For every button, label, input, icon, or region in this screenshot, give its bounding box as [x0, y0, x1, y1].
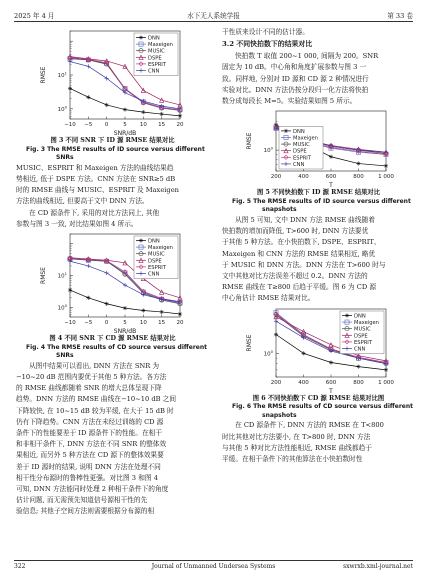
x-tick-label: 20 — [176, 320, 183, 326]
legend — [134, 236, 178, 279]
y-tick-label: $10^1$ — [57, 70, 67, 79]
plot-area — [246, 309, 394, 395]
data-point — [67, 288, 71, 292]
x-tick-label: 5 — [122, 320, 127, 326]
text-line: 在 CD 源条件下, 采用的对比方法同上, 其他 — [29, 208, 160, 217]
text-line: 中心角估计 RMSE 结果对比。 — [222, 294, 315, 303]
fig6-caption-en-2: snapshots — [262, 411, 297, 419]
x-tick-label: 0 — [104, 122, 108, 128]
plot-area — [38, 27, 184, 137]
x-tick-label: 10 — [139, 122, 147, 128]
y-axis-label: RMSE — [245, 334, 253, 352]
fig3-caption-en-1: Fig. 3 The RMSE results of ID source versus different — [26, 145, 205, 153]
x-tick-label: 20 — [176, 122, 183, 128]
x-tick-label: 800 — [352, 174, 364, 181]
legend-label: DNN — [147, 238, 160, 245]
data-point — [328, 155, 332, 159]
legend-label: DSPE — [147, 258, 162, 265]
right-para-3 — [222, 420, 415, 465]
x-axis-label: T — [328, 182, 333, 190]
left-column — [16, 27, 209, 518]
x-tick-label: 0 — [104, 320, 108, 326]
text-line: 在 CD 源条件下, DNN 方法的 RMSE 在 T<800 — [235, 421, 384, 430]
y-tick-label-exp: 0 — [270, 348, 273, 354]
data-point — [283, 129, 287, 133]
figure-4 — [16, 230, 209, 361]
y-tick-label: $10^1$ — [57, 271, 67, 280]
y-tick-label: $10^0$ — [263, 145, 273, 155]
x-tick-label: 15 — [157, 320, 165, 326]
text-line: 干性质来设计不同的估计器。 — [222, 28, 309, 36]
right-para-2 — [222, 215, 415, 305]
fig4-caption-en-1: Fig. 4 The RMSE results of CD source versus different — [26, 343, 207, 351]
x-tick-label: 5 — [122, 122, 127, 128]
y-tick-label-exp: 1 — [64, 70, 67, 76]
data-point — [356, 162, 360, 166]
data-point — [159, 112, 163, 116]
text-line: 趋势。DNN 方法的 RMSE 曲线在−10~10 dB 之间 — [16, 395, 177, 404]
legend-label: Maxeigen — [147, 42, 173, 49]
text-line: MUSIC、ESPRIT 和 Maxeigen 方法的曲线结果趋 — [16, 163, 174, 172]
legend-label: MUSIC — [353, 326, 371, 333]
text-line: 实验对比。DNN 方法仍按分段归一化方法将快拍 — [222, 85, 369, 94]
y-tick-label-exp: 0 — [270, 145, 273, 151]
y-tick-label: $10^0$ — [57, 302, 67, 312]
text-line: 验信息; 其他子空间方法则需要根据分布源的相 — [16, 507, 155, 516]
data-point — [86, 95, 90, 99]
fig4-chart — [38, 230, 188, 335]
legend-label: CNN — [353, 346, 365, 353]
y-tick-label-exp: 0 — [64, 104, 67, 110]
data-point — [273, 332, 277, 336]
x-tick-label: 10 — [139, 320, 147, 326]
x-tick-label: −10 — [63, 320, 76, 326]
legend-label: DNN — [147, 35, 160, 42]
legend-label: ESPRIT — [292, 155, 311, 162]
y-tick-label: $10^0$ — [57, 104, 67, 113]
text-line: 平缓。在相干条件下的其他算法在小快拍数时性 — [222, 455, 363, 464]
text-line: 条件下的性能要差于 ID 源条件下的性能。在相干 — [16, 429, 163, 437]
text-line: 与其他 5 种对比方法性能相近, RMSE 曲线都趋于 — [222, 443, 372, 452]
y-axis-label: RMSE — [39, 66, 47, 84]
data-point — [104, 302, 108, 306]
text-line: 差于 ID 源时的结果, 说明 DNN 方法在处理不同 — [16, 462, 161, 471]
fig3-chart — [38, 27, 188, 137]
text-line: 仍有下降趋势。CNN 方法在未经过训练的 CD 源 — [16, 417, 164, 426]
footer-journal: Journal of Unmanned Undersea Systems — [151, 563, 276, 570]
legend-label: ESPRIT — [147, 264, 166, 271]
fig5-caption-en-1: Fig. 5 The RMSE results of ID source versus different — [232, 197, 411, 205]
x-axis-label: SNR/dB — [113, 328, 136, 335]
fig6-caption-cn: 图 6 不同快拍数下 CD 源 RMSE 结果对比图 — [252, 394, 385, 402]
legend-label: MUSIC — [147, 48, 165, 55]
data-point — [177, 312, 181, 316]
x-tick-label: 800 — [352, 379, 364, 386]
left-para-2 — [16, 208, 209, 230]
text-line: 时比其他对比方法要小, 在 T>800 时, DNN 方法 — [222, 432, 371, 441]
legend-label: DSPE — [147, 55, 162, 62]
text-line: 从图中结果可以看出, DNN 方法在 SNR 为 — [29, 361, 160, 370]
text-line: 于其他 5 种方法。在小快拍数下, DSPE、ESPRIT、 — [222, 238, 381, 247]
text-line: 和非相干条件下, DNN 方法在不同 SNR 的整体效 — [16, 440, 167, 449]
figure-6 — [222, 305, 415, 421]
x-tick-label: 600 — [325, 174, 336, 181]
legend — [134, 33, 178, 76]
right-column — [222, 27, 415, 465]
data-point — [138, 35, 142, 39]
fig3-caption-en-2: SNRs — [56, 154, 74, 162]
fig3-caption-cn: 图 3 不同 SNR 下 ID 源 RMSE 结果对比 — [50, 137, 175, 144]
x-tick-label: 600 — [325, 379, 336, 386]
legend — [279, 127, 323, 170]
data-point — [356, 364, 360, 368]
text-line: 文中其他对比方法误差不超过 0.2。DNN 方法的 — [222, 272, 368, 281]
text-line: 从图 5 可知, 文中 DNN 方法 RMSE 曲线随着 — [235, 216, 375, 224]
text-line: RMSE 曲线在 T≥800 后趋于平缓。图 6 为 CD 源 — [222, 283, 377, 292]
running-footer — [14, 560, 413, 570]
text-line: 下降较快, 在 10~15 dB 较为平缓, 在大于 15 dB 时 — [16, 406, 174, 415]
text-line: −10~20 dB 范围内要优于其他 5 种方法。各方法 — [16, 372, 167, 381]
legend-label: MUSIC — [147, 251, 165, 258]
x-tick-label: −5 — [83, 122, 92, 128]
x-tick-label: 1 000 — [377, 379, 394, 386]
left-para-1 — [16, 163, 209, 208]
text-line: 快拍数的增加而降低, T>600 时, DNN 方法要优 — [222, 227, 369, 236]
x-tick-label: 1 000 — [377, 174, 394, 181]
plot-area — [38, 230, 184, 335]
legend-label: CNN — [147, 68, 159, 75]
fig5-chart — [244, 107, 394, 189]
x-tick-label: 15 — [157, 122, 165, 128]
fig6-chart — [244, 305, 394, 395]
text-line: 参数与图 3 一致, 对比结果如图 4 所示。 — [16, 219, 138, 228]
fig6-caption-en-1: Fig. 6 The RMSE results of CD source versus different — [232, 403, 413, 411]
legend-label: Maxeigen — [147, 245, 173, 252]
x-tick-label: 400 — [297, 174, 309, 181]
text-line: 的 RMSE 曲线都随着 SNR 的增大总体呈现下降 — [16, 384, 162, 393]
legend-label: DSPE — [292, 148, 307, 155]
section-3-2-title: 3.2 不同快拍数下的结果对比 — [222, 40, 313, 49]
x-tick-label: 200 — [270, 379, 281, 386]
y-axis-label: RMSE — [245, 132, 253, 150]
x-tick-label: −10 — [63, 122, 76, 128]
data-point — [138, 238, 142, 242]
fig4-caption-en-2: SNRs — [56, 352, 74, 360]
y-axis-label: RMSE — [39, 267, 47, 284]
header-volume: 第 33 卷 — [387, 12, 413, 20]
data-point — [104, 103, 108, 107]
data-point — [141, 308, 145, 312]
data-point — [67, 86, 71, 90]
legend — [340, 311, 384, 354]
page-number: 322 — [14, 563, 26, 570]
text-line: 相干性分布源时的鲁棒性更强。对比图 3 和图 4 — [16, 473, 158, 482]
text-line: 固定为 10 dB。中心角和角度扩展参数与图 3 一 — [222, 63, 367, 72]
legend-label: Maxeigen — [292, 135, 318, 142]
x-tick-label: 400 — [297, 379, 309, 386]
header-journal: 水下无人系统学报 — [187, 12, 240, 20]
figure-5 — [222, 107, 415, 215]
legend-label: ESPRIT — [353, 339, 372, 346]
legend-label: MUSIC — [292, 142, 310, 149]
running-header — [14, 10, 413, 22]
text-line: 估计问题, 而无需预先知道信号源相干性的先 — [16, 496, 148, 505]
text-line: 方法的曲线相近, 但要高于文中 DNN 方法。 — [16, 197, 149, 206]
legend-label: DSPE — [353, 332, 368, 339]
text-line: 数分成每段长 M=5。实验结果如图 5 所示。 — [222, 97, 357, 106]
data-point — [328, 360, 332, 364]
data-point — [383, 164, 387, 168]
x-tick-label: −5 — [83, 320, 92, 326]
legend-label: CNN — [147, 271, 159, 278]
legend-label: Maxeigen — [353, 319, 379, 326]
text-line: Maxeigen 和 CNN 方法的 RMSE 结果相近, 略优 — [222, 249, 376, 258]
data-point — [177, 114, 181, 118]
y-tick-label-exp: 1 — [64, 271, 67, 276]
text-line: 可知, DNN 方法能同时处理 2 种相干条件下的角度 — [16, 485, 169, 494]
fig5-caption-cn: 图 5 不同快拍数下 ID 源 RMSE 结果对比 — [256, 189, 381, 197]
data-point — [383, 367, 387, 371]
left-para-3 — [16, 361, 209, 518]
y-tick-label: $10^0$ — [263, 348, 273, 357]
data-point — [86, 296, 90, 300]
text-line: 势相近, 低于 DSPE 方法。CNN 方法在 SNR≥5 dB — [16, 174, 176, 183]
data-point — [159, 310, 163, 314]
legend-label: DNN — [353, 313, 366, 320]
x-axis-label: T — [328, 387, 333, 395]
text-line: 于 MUSIC 和 DNN 方法。DNN 方法在 T>600 时与 — [222, 260, 386, 269]
x-axis-label: SNR/dB — [113, 130, 136, 137]
plot-area — [246, 111, 394, 189]
data-point — [122, 107, 126, 111]
legend-label: DNN — [292, 129, 305, 136]
data-point — [141, 110, 145, 114]
text-line: 果相近, 而另外 5 种方法在 CD 源下的整体效果要 — [16, 451, 164, 460]
figure-3 — [16, 27, 209, 163]
fig4-caption-cn: 图 4 不同 SNR 下 CD 源 RMSE 结果对比 — [49, 335, 176, 342]
right-top-text — [222, 27, 415, 38]
data-point — [301, 351, 305, 355]
right-para-1 — [222, 51, 415, 107]
data-point — [344, 313, 348, 317]
footer-url: sxwrxb.xml-journal.net — [343, 563, 413, 570]
legend-label: CNN — [292, 162, 304, 169]
data-point — [122, 306, 126, 310]
text-line: 致。同样地, 分别对 ID 源和 CD 源 2 种情况进行 — [222, 74, 369, 83]
x-tick-label: 200 — [270, 174, 281, 181]
header-date: 2025 年 4 月 — [14, 12, 55, 20]
legend-label: ESPRIT — [147, 61, 166, 68]
text-line: 快拍数 T 取值 200~1 000, 间隔为 200。SNR — [235, 52, 379, 61]
y-tick-label-exp: 0 — [64, 302, 67, 308]
fig5-caption-en-2: snapshots — [262, 206, 297, 214]
text-line: 时的 RMSE 曲线与 MUSIC、ESPRIT 及 Maxeigen — [16, 186, 179, 195]
